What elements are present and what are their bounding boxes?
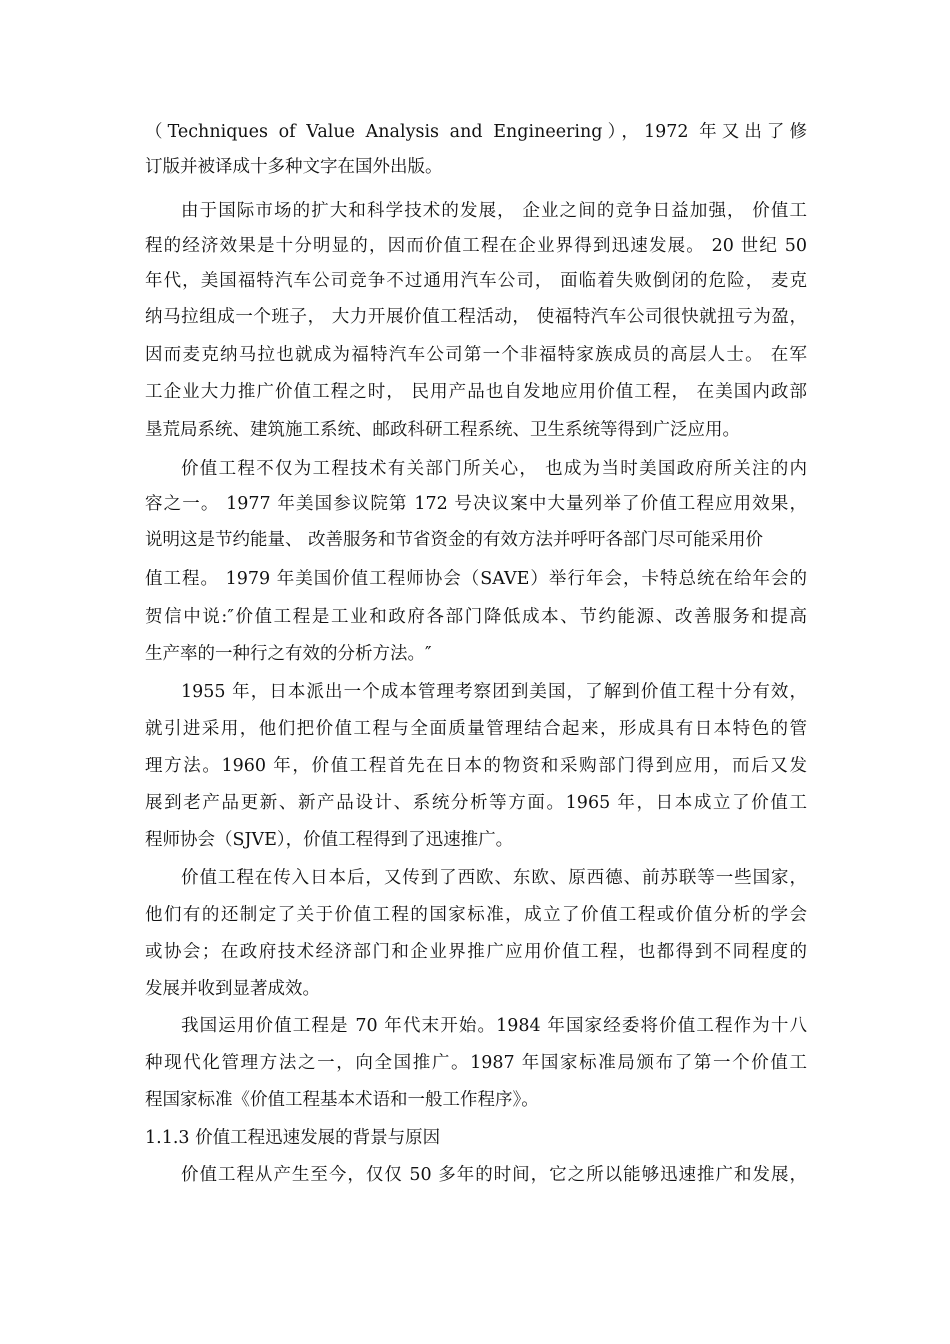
text-line: 程师协会（SJVE），价值工程得到了迅速推广。 (145, 830, 514, 850)
paragraph-first-line: 价值工程不仅为工程技术有关部门所关心， 也成为当时美国政府所关注的内 (181, 459, 807, 479)
paragraph-first-line: 由于国际市场的扩大和科学技术的发展， 企业之间的竞争日益加强， 价值工 (181, 201, 807, 221)
text-line: 他们有的还制定了关于价值工程的国家标准，成立了价值工程或价值分析的学会 (145, 905, 807, 925)
text-line: 程的经济效果是十分明显的，因而价值工程在企业界得到迅速发展。 20 世纪 50 (145, 236, 807, 256)
text-line: 生产率的一种行之有效的分析方法。″ (145, 644, 432, 664)
text-line: 种现代化管理方法之一，向全国推广。1987 年国家标准局颁布了第一个价值工 (145, 1053, 807, 1073)
text-line: 或协会；在政府技术经济部门和企业界推广应用价值工程，也都得到不同程度的 (145, 942, 807, 962)
text-line: 就引进采用，他们把价值工程与全面质量管理结合起来，形成具有日本特色的管 (145, 719, 807, 739)
text-line: 贺信中说:″价值工程是工业和政府各部门降低成本、节约能源、改善服务和提高 (145, 607, 807, 627)
text-line: （Techniques of Value Analysis and Engineering），1972 年又出了修 (145, 122, 807, 142)
text-line: 说明这是节约能量、 改善服务和节省资金的有效方法并呼吁各部门尽可能采用价 (145, 530, 764, 550)
text-line: 因而麦克纳马拉也就成为福特汽车公司第一个非福特家族成员的高层人士。 在军 (145, 345, 807, 365)
paragraph-first-line: 1955 年，日本派出一个成本管理考察团到美国，了解到价值工程十分有效， (181, 682, 807, 702)
section-heading: 1.1.3 价值工程迅速发展的背景与原因 (145, 1128, 441, 1148)
paragraph-first-line: 价值工程在传入日本后，又传到了西欧、东欧、原西德、前苏联等一些国家， (181, 868, 807, 888)
text-line: 年代，美国福特汽车公司竞争不过通用汽车公司， 面临着失败倒闭的危险， 麦克 (145, 271, 807, 291)
text-line: 程国家标准《价值工程基本术语和一般工作程序》。 (145, 1090, 539, 1110)
text-line: 工企业大力推广价值工程之时， 民用产品也自发地应用价值工程， 在美国内政部 (145, 382, 807, 402)
paragraph-first-line: 我国运用价值工程是 70 年代末开始。1984 年国家经委将价值工程作为十八 (181, 1016, 807, 1036)
text-line: 值工程。 1979 年美国价值工程师协会（SAVE）举行年会，卡特总统在给年会的 (145, 569, 807, 589)
text-line: 发展并收到显著成效。 (145, 979, 320, 999)
text-line: 容之一。 1977 年美国参议院第 172 号决议案中大量列举了价值工程应用效果， (145, 494, 807, 514)
paragraph-first-line: 价值工程从产生至今，仅仅 50 多年的时间，它之所以能够迅速推广和发展， (181, 1165, 807, 1185)
text-line: 纳马拉组成一个班子， 大力开展价值工程活动， 使福特汽车公司很快就扭亏为盈， (145, 307, 807, 327)
text-line: 订版并被译成十多种文字在国外出版。 (145, 157, 443, 177)
text-line: 理方法。1960 年，价值工程首先在日本的物资和采购部门得到应用，而后又发 (145, 756, 807, 776)
text-line: 展到老产品更新、新产品设计、系统分析等方面。1965 年，日本成立了价值工 (145, 793, 807, 813)
text-line: 垦荒局系统、建筑施工系统、邮政科研工程系统、卫生系统等得到广泛应用。 (145, 420, 740, 440)
